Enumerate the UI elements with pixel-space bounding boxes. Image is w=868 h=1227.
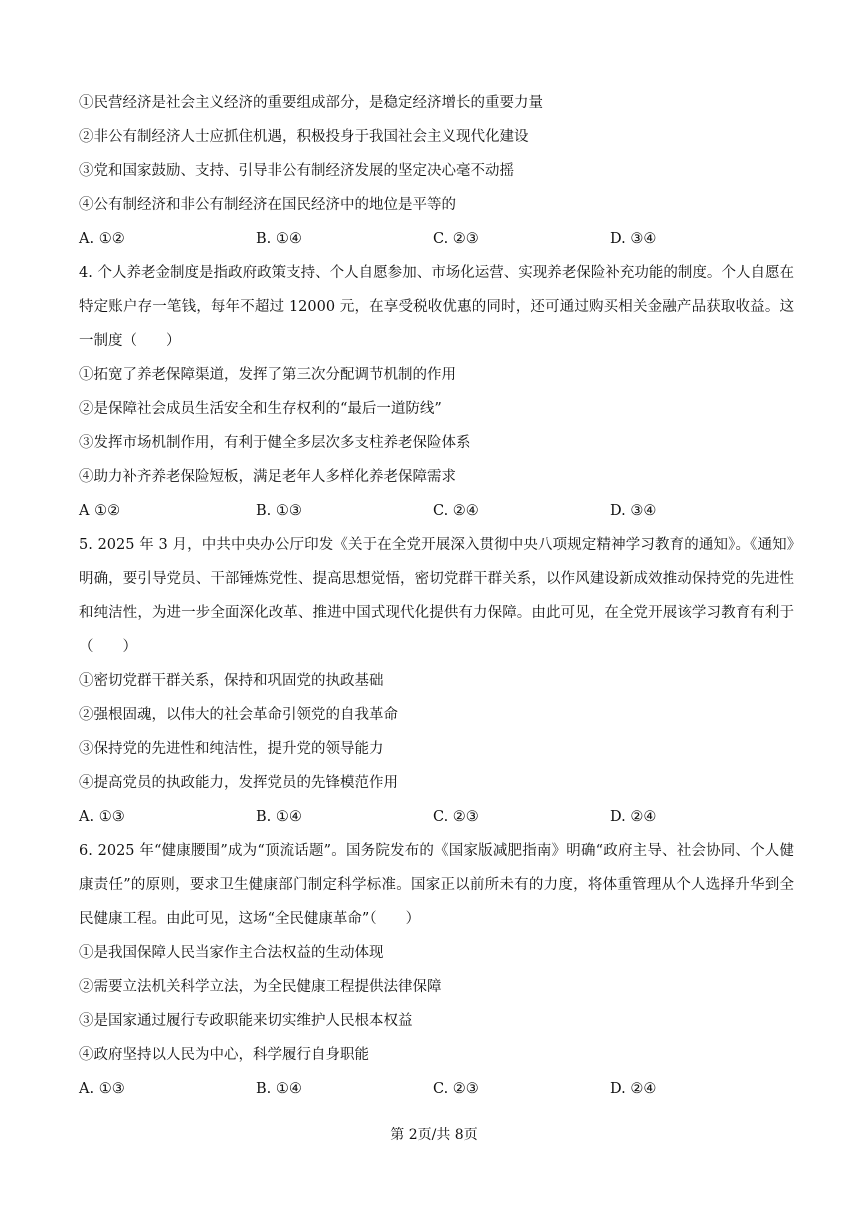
q6-item-3: ③是国家通过履行专政职能来切实维护人民根本权益	[79, 1013, 413, 1029]
q4-option-b: B. ①③	[256, 503, 302, 519]
q4-option-a: A ①②	[79, 503, 121, 519]
q4-item-4: ④助力补齐养老保险短板，满足老年人多样化养老保障需求	[79, 469, 456, 485]
q3-item-1: ①民营经济是社会主义经济的重要组成部分，是稳定经济增长的重要力量	[79, 95, 543, 111]
q6-item-2: ②需要立法机关科学立法，为全民健康工程提供法律保障	[79, 979, 442, 995]
q5-item-1: ①密切党群干群关系，保持和巩固党的执政基础	[79, 673, 384, 689]
q6-item-4: ④政府坚持以人民为中心，科学履行自身职能	[79, 1047, 369, 1063]
q5-option-c: C. ②③	[433, 809, 479, 825]
q4-options	[79, 494, 794, 528]
q3-option-b: B. ①④	[256, 231, 302, 247]
q4-item-1: ①拓宽了养老保障渠道，发挥了第三次分配调节机制的作用	[79, 367, 456, 383]
page-number-footer: 第 2页/共 8页	[390, 1127, 478, 1143]
q6-item-1: ①是我国保障人民当家作主合法权益的生动体现	[79, 945, 384, 961]
q6-option-c: C. ②③	[433, 1081, 479, 1097]
page-content	[79, 86, 794, 1106]
q5-option-d: D. ②④	[610, 809, 657, 825]
q5-item-4: ④提高党员的执政能力，发挥党员的先锋模范作用	[79, 775, 398, 791]
q6-options	[79, 1072, 794, 1106]
q3-item-4: ④公有制经济和非公有制经济在国民经济中的地位是平等的	[79, 197, 456, 213]
q3-item-2: ②非公有制经济人士应抓住机遇，积极投身于我国社会主义现代化建设	[79, 129, 529, 145]
q6-option-a: A. ①③	[79, 1081, 125, 1097]
question-5	[79, 528, 794, 834]
q6-option-b: B. ①④	[256, 1081, 302, 1097]
q4-option-d: D. ③④	[610, 503, 657, 519]
q5-option-b: B. ①④	[256, 809, 302, 825]
q4-item-3: ③发挥市场机制作用，有利于健全多层次多支柱养老保险体系	[79, 435, 471, 451]
q6-stem: 6. 2025 年“健康腰围”成为“顶流话题”。国务院发布的《国家版减肥指南》明确“政府主导、社会协同、个人健康责任”的原则，要求卫生健康部门制定科学标准。国家正以前所未有的力度，将体重管理从个人选择升华到全民健康工程。由此可见，这场“全民健康革命”（ ）	[79, 843, 794, 927]
q5-options	[79, 800, 794, 834]
q3-option-d: D. ③④	[610, 231, 657, 247]
q4-option-c: C. ②④	[433, 503, 479, 519]
q4-stem: 4. 个人养老金制度是指政府政策支持、个人自愿参加、市场化运营、实现养老保险补充功能的制度。个人自愿在特定账户存一笔钱，每年不超过 12000 元，在享受税收优惠的同时，还可通过购买相关金融产品获取收益。这一制度（ ）	[79, 265, 794, 349]
q3-options	[79, 222, 794, 256]
q5-stem: 5. 2025 年 3 月，中共中央办公厅印发《关于在全党开展深入贯彻中央八项规定精神学习教育的通知》。《通知》明确，要引导党员、干部锤炼党性、提高思想觉悟，密切党群干群关系，以作风建设新成效推动保持党的先进性和纯洁性，为进一步全面深化改革、推进中国式现代化提供有力保障。由此可见，在全党开展该学习教育有利于（ ）	[79, 537, 794, 655]
question-6	[79, 834, 794, 1106]
q3-option-c: C. ②③	[433, 231, 479, 247]
q5-option-a: A. ①③	[79, 809, 125, 825]
q5-item-3: ③保持党的先进性和纯洁性，提升党的领导能力	[79, 741, 384, 757]
q3-item-3: ③党和国家鼓励、支持、引导非公有制经济发展的坚定决心毫不动摇	[79, 163, 514, 179]
q4-item-2: ②是保障社会成员生活安全和生存权利的“最后一道防线”	[79, 401, 442, 417]
q3-option-a: A. ①②	[79, 231, 125, 247]
question-4	[79, 256, 794, 528]
question-3-continued	[79, 86, 794, 256]
q5-item-2: ②强根固魂，以伟大的社会革命引领党的自我革命	[79, 707, 398, 723]
q6-option-d: D. ②④	[610, 1081, 657, 1097]
